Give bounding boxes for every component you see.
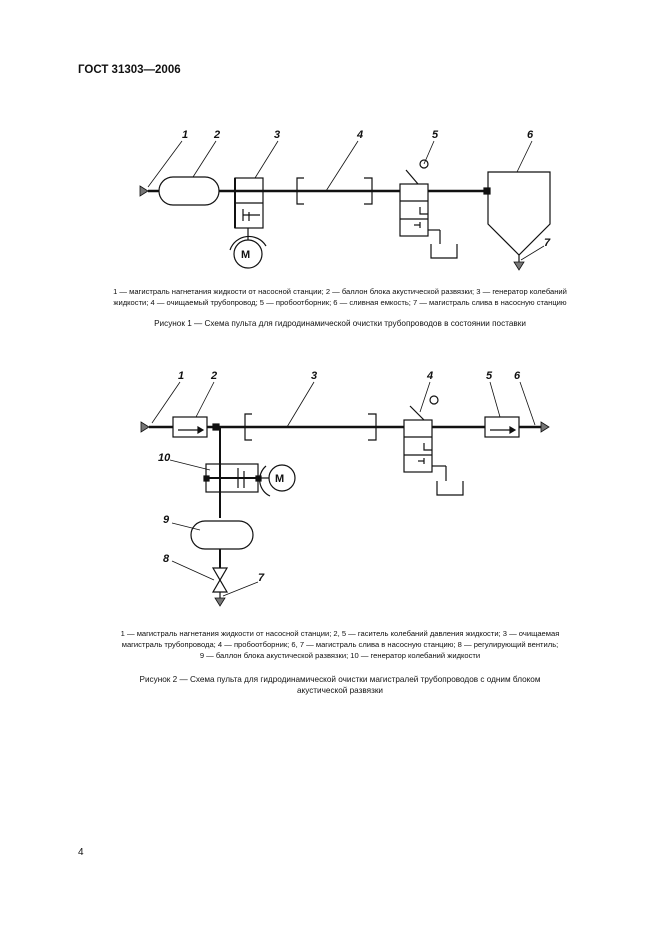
label-2: 2 bbox=[214, 129, 221, 141]
motor-label: М bbox=[241, 249, 251, 261]
figure-1-legend bbox=[70, 286, 610, 308]
label-2-4: 4 bbox=[427, 370, 434, 382]
motor-label-2: М bbox=[275, 473, 285, 485]
figure-2-legend-line-2: магистраль трубопровода; 4 — пробоотборник; 6, 7 — магистраль слива в насосную станцию; 8 — регулирующий вентиль; bbox=[121, 640, 559, 649]
drain-tank bbox=[431, 244, 457, 258]
label-2-3: 3 bbox=[311, 370, 318, 382]
label-2-9: 9 bbox=[163, 514, 170, 526]
label-2-7: 7 bbox=[258, 572, 265, 584]
drain-vessel bbox=[488, 172, 550, 255]
inlet-arrow-2 bbox=[141, 422, 149, 432]
figure-1-diagram bbox=[0, 0, 661, 300]
figure-2-caption-line-2: акустической развязки bbox=[296, 686, 383, 695]
figure-2-diagram bbox=[0, 340, 661, 640]
label-7: 7 bbox=[544, 237, 551, 249]
figure-2-caption bbox=[70, 674, 610, 696]
balloon-2 bbox=[191, 521, 253, 549]
label-3: 3 bbox=[274, 129, 281, 141]
label-1: 1 bbox=[182, 129, 189, 141]
label-2-6: 6 bbox=[514, 370, 521, 382]
balloon bbox=[159, 177, 219, 205]
label-2-10: 10 bbox=[158, 452, 171, 464]
figure-2-caption-line-1: Рисунок 2 — Схема пульта для гидродинамической очистки магистралей трубопроводов с одним блоком bbox=[139, 675, 541, 684]
outlet-arrow-2 bbox=[215, 598, 225, 606]
inlet-arrow bbox=[140, 186, 148, 196]
page-number: 4 bbox=[78, 847, 84, 858]
figure-2-legend-line-3: 9 — баллон блока акустической развязки; 10 — генератор колебаний жидкости bbox=[199, 651, 481, 660]
damper-2 bbox=[485, 417, 519, 437]
outlet-arrow bbox=[514, 262, 524, 270]
label-4: 4 bbox=[357, 129, 364, 141]
damper-1 bbox=[173, 417, 207, 437]
figure-1-legend-line-2: жидкости; 4 — очищаемый трубопровод; 5 — пробоотборник; 6 — сливная емкость; 7 — магистраль слива в насосную станцию bbox=[113, 298, 567, 307]
label-2-8: 8 bbox=[163, 553, 170, 565]
outlet-arrow-3 bbox=[541, 422, 549, 432]
sampler-valve-2 bbox=[404, 420, 432, 472]
label-6: 6 bbox=[527, 129, 534, 141]
figure-1-caption: Рисунок 1 — Схема пульта для гидродинамической очистки трубопроводов в состоянии поставки bbox=[154, 319, 526, 328]
drain-tank-2 bbox=[437, 481, 463, 495]
figure-1-legend-line-1: 1 — магистраль нагнетания жидкости от насосной станции; 2 — баллон блока акустической развязки; 3 — генератор колебаний bbox=[113, 287, 567, 296]
figure-2-legend-line-1: 1 — магистраль нагнетания жидкости от насосной станции; 2, 5 — гаситель колебаний давления жидкости; 3 — очищаемая bbox=[120, 629, 560, 638]
label-5: 5 bbox=[432, 129, 439, 141]
label-2-2: 2 bbox=[211, 370, 218, 382]
document-header: ГОСТ 31303—2006 bbox=[78, 64, 181, 76]
label-2-1: 1 bbox=[178, 370, 185, 382]
sampler-valve bbox=[400, 184, 428, 236]
figure-2-legend bbox=[70, 628, 610, 661]
regulating-valve bbox=[213, 568, 227, 580]
label-2-5: 5 bbox=[486, 370, 493, 382]
